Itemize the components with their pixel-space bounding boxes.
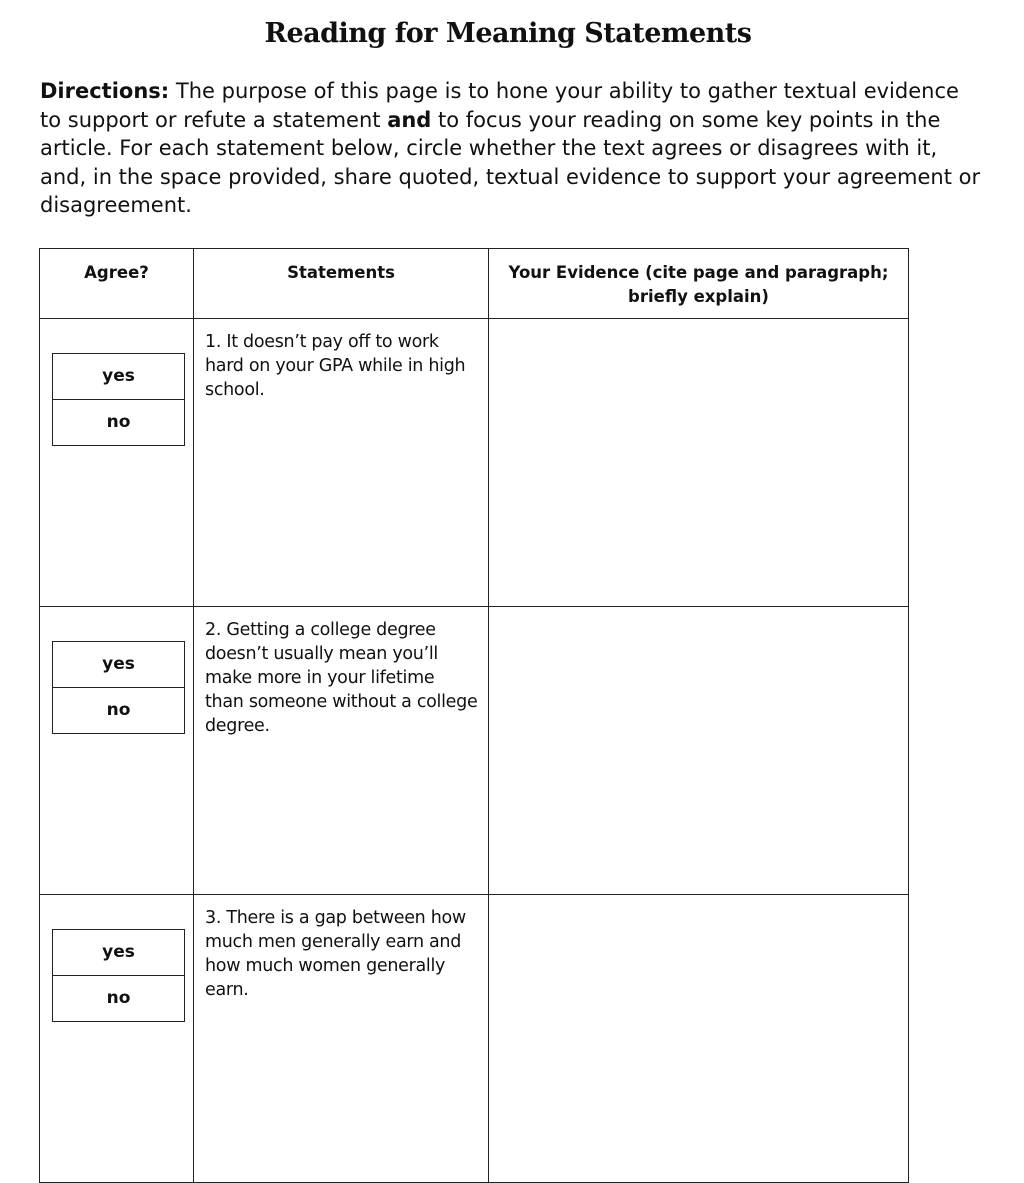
evidence-cell[interactable] bbox=[489, 319, 909, 607]
statement-text: 1. It doesn’t pay off to work hard on your GPA while in high school. bbox=[205, 332, 466, 400]
yes-option[interactable]: yes bbox=[102, 366, 135, 386]
header-row bbox=[40, 249, 909, 319]
statements-table bbox=[39, 248, 909, 1183]
yes-no-choice bbox=[52, 353, 185, 446]
header-agree: Agree? bbox=[40, 249, 194, 319]
statement-cell bbox=[194, 895, 489, 1183]
agree-cell bbox=[40, 607, 194, 895]
statement-text: 3. There is a gap between how much men generally earn and how much women generally earn. bbox=[205, 908, 466, 1000]
yes-option[interactable]: yes bbox=[102, 654, 135, 674]
yes-option[interactable]: yes bbox=[102, 942, 135, 962]
no-option[interactable]: no bbox=[53, 687, 184, 733]
yes-no-choice bbox=[52, 641, 185, 734]
agree-cell bbox=[40, 895, 194, 1183]
agree-cell bbox=[40, 319, 194, 607]
table-row bbox=[40, 319, 909, 607]
directions-text-2: to focus your reading on some key points in the article. For each statement below, circle whether the text agrees or disagrees with it, and, in the space provided, share quoted, textual evidence to support your agreement or disagreement. bbox=[40, 107, 981, 217]
table-row bbox=[40, 895, 909, 1183]
directions-text-1: The purpose of this page is to hone your ability to gather textual evidence to support or refute a statement bbox=[40, 79, 959, 132]
no-option[interactable]: no bbox=[53, 399, 184, 445]
evidence-cell[interactable] bbox=[489, 895, 909, 1183]
header-evidence: Your Evidence (cite page and paragraph; briefly explain) bbox=[489, 249, 909, 319]
evidence-cell[interactable] bbox=[489, 607, 909, 895]
header-statements: Statements bbox=[194, 249, 489, 319]
statement-cell bbox=[194, 319, 489, 607]
page-title: Reading for Meaning Statements bbox=[264, 18, 752, 49]
table-row bbox=[40, 607, 909, 895]
yes-no-choice bbox=[52, 929, 185, 1022]
no-option[interactable]: no bbox=[53, 975, 184, 1021]
directions-paragraph bbox=[40, 77, 985, 220]
directions-label: Directions: bbox=[40, 79, 170, 103]
statement-text: 2. Getting a college degree doesn’t usually mean you’ll make more in your lifetime than someone without a college degree. bbox=[205, 620, 478, 736]
directions-bold-word: and bbox=[387, 107, 432, 132]
statement-cell bbox=[194, 607, 489, 895]
